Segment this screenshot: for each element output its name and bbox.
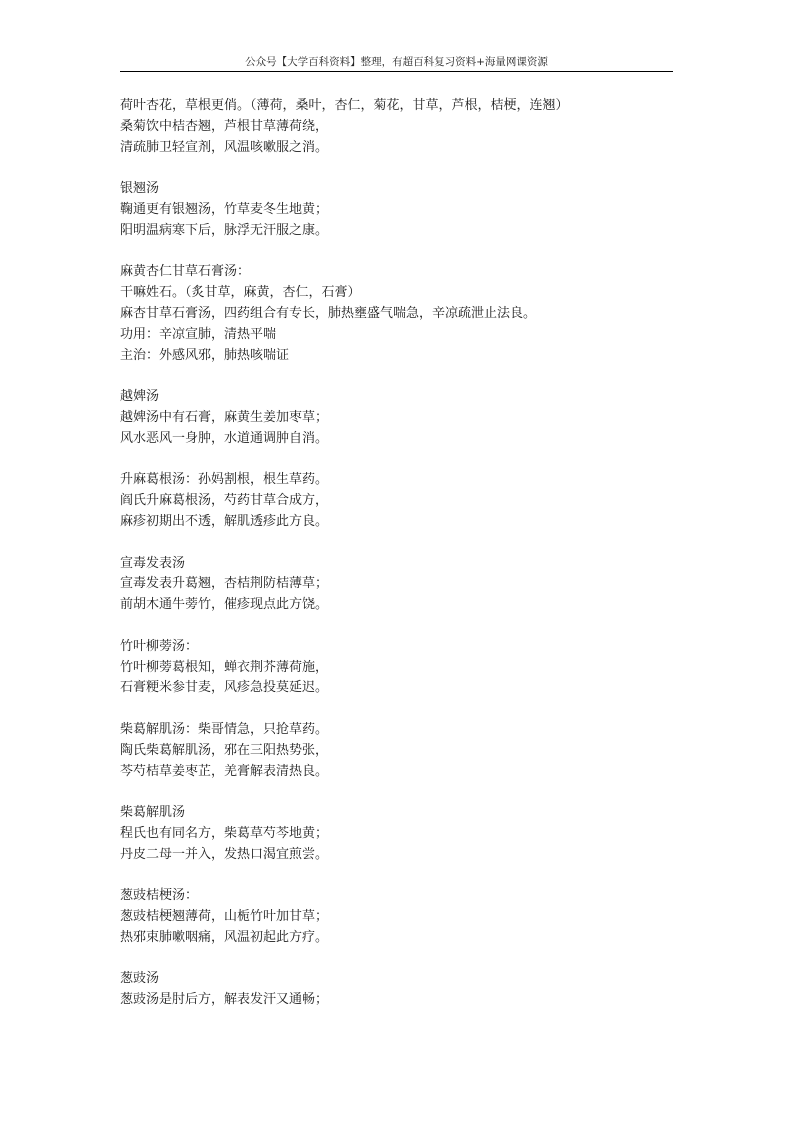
document-body [120, 96, 680, 1011]
text-line: 热邪束肺嗽咽痛，风温初起此方疗。 [120, 929, 329, 945]
section-title: 宣毒发表汤 [120, 555, 186, 571]
blank-line [120, 616, 680, 637]
text-line: 功用：辛凉宣肺，清热平喘 [120, 326, 277, 342]
blank-line [120, 242, 680, 263]
text-line: 麻杏甘草石膏汤，四药组合有专长，肺热壅盛气喘急，辛凉疏泄止法良。 [120, 305, 537, 321]
text-line: 风水恶风一身肿，水道通调肿自消。 [120, 430, 329, 446]
text-line: 石膏粳米参甘麦，风疹急投莫延迟。 [120, 680, 329, 696]
text-line: 芩芍桔草姜枣芷，羌膏解表清热良。 [120, 763, 329, 779]
section-title: 升麻葛根汤：孙妈割根，根生草药。 [120, 472, 329, 488]
section-title: 竹叶柳蒡汤： [120, 638, 199, 654]
blank-line [120, 865, 680, 886]
section-title: 葱豉汤 [120, 971, 160, 987]
blank-line [120, 450, 680, 471]
blank-line [120, 699, 680, 720]
text-line: 阎氏升麻葛根汤，芍药甘草合成方， [120, 493, 329, 509]
text-line: 程氏也有同名方，柴葛草芍芩地黄； [120, 825, 329, 841]
text-line: 桑菊饮中桔杏翘，芦根甘草薄荷绕， [120, 118, 329, 134]
text-line: 陶氏柴葛解肌汤，邪在三阳热势张， [120, 742, 329, 758]
section-title: 柴葛解肌汤 [120, 805, 186, 821]
section-title: 柴葛解肌汤：柴哥情急，只抢草药。 [120, 721, 329, 737]
text-line: 麻疹初期出不透，解肌透疹此方良。 [120, 513, 329, 529]
section-title: 银翘汤 [120, 181, 160, 197]
header-divider [120, 71, 673, 72]
text-line: 宣毒发表升葛翘，杏桔荆防桔薄草； [120, 576, 329, 592]
section-title: 麻黄杏仁甘草石膏汤： [120, 264, 251, 280]
text-line: 清疏肺卫轻宣剂，风温咳嗽服之消。 [120, 139, 329, 155]
blank-line [120, 158, 680, 179]
blank-line [120, 533, 680, 554]
blank-line [120, 782, 680, 803]
text-line: 丹皮二母一并入，发热口渴宜煎尝。 [120, 846, 329, 862]
text-line: 葱豉桔梗翘薄荷，山栀竹叶加甘草； [120, 909, 329, 925]
text-line: 竹叶柳蒡葛根知，蝉衣荆芥薄荷施， [120, 659, 329, 675]
text-line: 荷叶杏花，草根更俏。（薄荷，桑叶，杏仁，菊花，甘草，芦根，桔梗，连翘） [120, 98, 569, 113]
blank-line [120, 949, 680, 970]
section-title: 葱豉桔梗汤： [120, 888, 199, 904]
text-line: 越婢汤中有石膏，麻黄生姜加枣草； [120, 409, 329, 425]
section-title: 越婢汤 [120, 389, 160, 405]
text-line: 阳明温病寒下后，脉浮无汗服之康。 [120, 222, 329, 238]
text-line: 主治：外感风邪，肺热咳喘证 [120, 347, 290, 363]
text-line: 干嘛姓石。（炙甘草，麻黄，杏仁，石膏） [120, 285, 361, 301]
text-line: 前胡木通牛蒡竹，催疹现点此方饶。 [120, 597, 329, 613]
text-line: 鞠通更有银翘汤，竹草麦冬生地黄； [120, 201, 329, 217]
text-line: 葱豉汤是肘后方，解表发汗又通畅； [120, 992, 329, 1008]
blank-line [120, 366, 680, 387]
page-header: 公众号【大学百科资料】整理，有超百科复习资料+海量网课资源 [245, 56, 548, 68]
